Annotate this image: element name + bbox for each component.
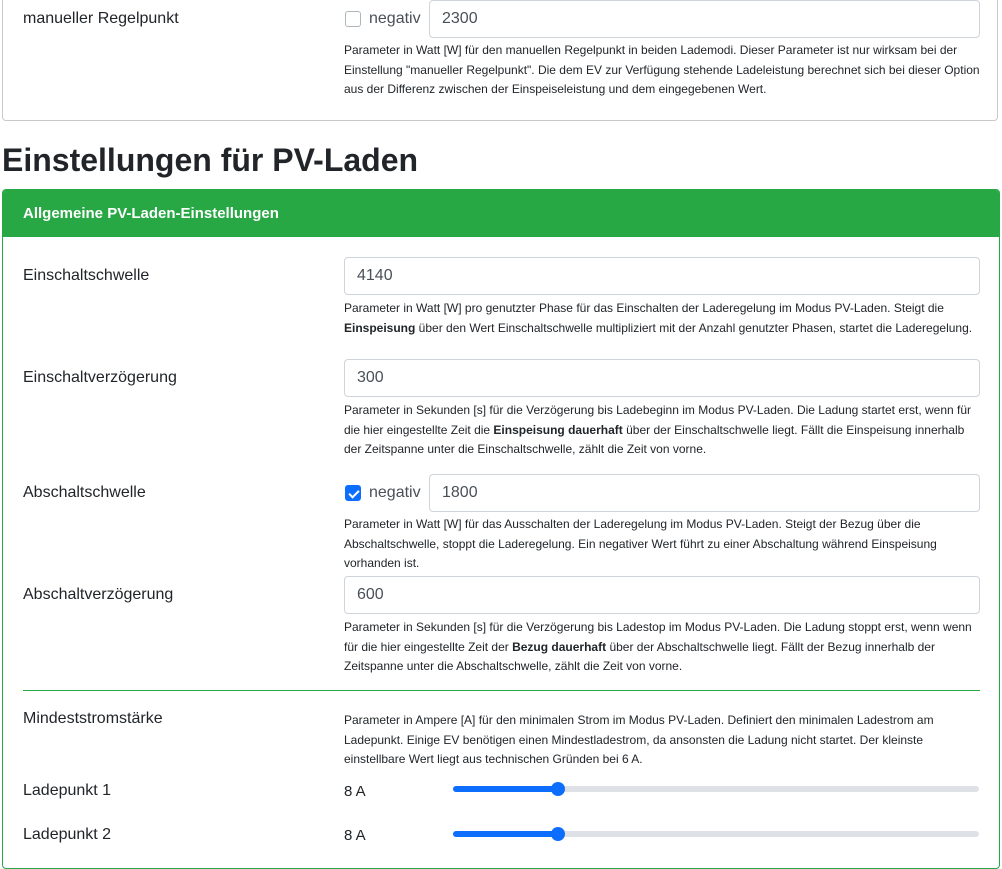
slider-fill [453,831,558,837]
abschaltschwelle-negativ-checkbox[interactable] [345,485,361,501]
manual-setpoint-label: manueller Regelpunkt [23,10,179,27]
ladepunkt-2-slider[interactable] [453,824,979,844]
manual-setpoint-help: Parameter in Watt [W] für den manuellen Regelpunkt in beiden Lademodi. Dieser Parameter ist nur wirksam bei der Einstellung "manueller Regelpunkt". Die dem EV zur Verfügung stehende Ladeleistung berechnet sich bei dieser Option aus der Differenz zwischen der Einspeiseleistung und dem eingegebenen Wert. [344,43,980,96]
abschaltschwelle-help: Parameter in Watt [W] für das Ausschalten der Laderegelung im Modus PV-Laden. Steigt der Bezug über die Abschaltschwelle, stoppt die Laderegelung. Ein negativer Wert führt zu einer Abschaltung während Einspeisung vorhanden ist. [344,517,937,570]
abschaltverzoegerung-input[interactable]: 600 [344,576,980,614]
mindeststromstaerke-help: Parameter in Ampere [A] für den minimalen Strom im Modus PV-Laden. Definiert den minimalen Ladestrom am Ladepunkt. Einige EV benötigen einen Mindestladestrom, da ansonsten die Ladung nicht startet. Der kleinste einstellbare Wert liegt aus technischen Gründen bei 6 A. [344,713,934,766]
abschaltschwelle-negativ-toggle[interactable] [345,474,421,512]
manual-setpoint-negativ-label: negativ [369,10,421,27]
manual-setpoint-input[interactable]: 2300 [429,0,980,38]
einschaltschwelle-input[interactable]: 4140 [344,257,980,295]
slider-thumb[interactable] [551,827,565,841]
abschaltschwelle-label: Abschaltschwelle [23,484,146,501]
slider-fill [453,786,558,792]
ladepunkt-2-value: 8 A [344,827,366,844]
manual-setpoint-negativ-toggle[interactable] [345,0,421,38]
ladepunkt-1-label: Ladepunkt 1 [23,782,112,799]
ladepunkt-2-label: Ladepunkt 2 [23,826,112,843]
page-title: Einstellungen für PV-Laden [2,142,419,178]
abschaltschwelle-input[interactable]: 1800 [429,474,980,512]
einschaltverzoegerung-help: Parameter in Sekunden [s] für die Verzögerung bis Ladebeginn im Modus PV-Laden. Die Ladung startet erst, wenn für die hier eingestellte Zeit die Einspeisung dauerhaft über der Einschaltschwelle liegt. Fällt die Einspeisung innerhalb der Zeitspanne unter die Einschaltschwelle, zählt die Zeit von vorne. [344,403,972,456]
einschaltverzoegerung-label: Einschaltverzögerung [23,369,177,386]
einschaltverzoegerung-input[interactable]: 300 [344,359,980,397]
einschaltschwelle-label: Einschaltschwelle [23,267,150,284]
pv-settings-card-header: Allgemeine PV-Laden-Einstellungen [3,190,999,237]
abschaltverzoegerung-help: Parameter in Sekunden [s] für die Verzögerung bis Ladestop im Modus PV-Laden. Die Ladung stoppt erst, wenn wenn für die hier eingestellte Zeit der Bezug dauerhaft über der Abschaltschwelle liegt. Fällt der Bezug innerhalb der Zeitspanne unter die Abschaltschwelle, zählt die Zeit von vorne. [344,620,972,673]
section-divider [23,690,980,691]
slider-thumb[interactable] [551,782,565,796]
abschaltschwelle-negativ-label: negativ [369,484,421,501]
mindeststromstaerke-label: Mindeststromstärke [23,710,163,727]
ladepunkt-1-slider[interactable] [453,779,979,799]
manual-setpoint-negativ-checkbox[interactable] [345,11,361,27]
abschaltverzoegerung-label: Abschaltverzögerung [23,586,174,603]
ladepunkt-1-value: 8 A [344,783,366,800]
einschaltschwelle-help: Parameter in Watt [W] pro genutzter Phase für das Einschalten der Laderegelung im Modus PV-Laden. Steigt die Einspeisung über den Wert Einschaltschwelle multipliziert mit der Anzahl genutzter Phasen, startet die Laderegelung. [344,301,973,335]
